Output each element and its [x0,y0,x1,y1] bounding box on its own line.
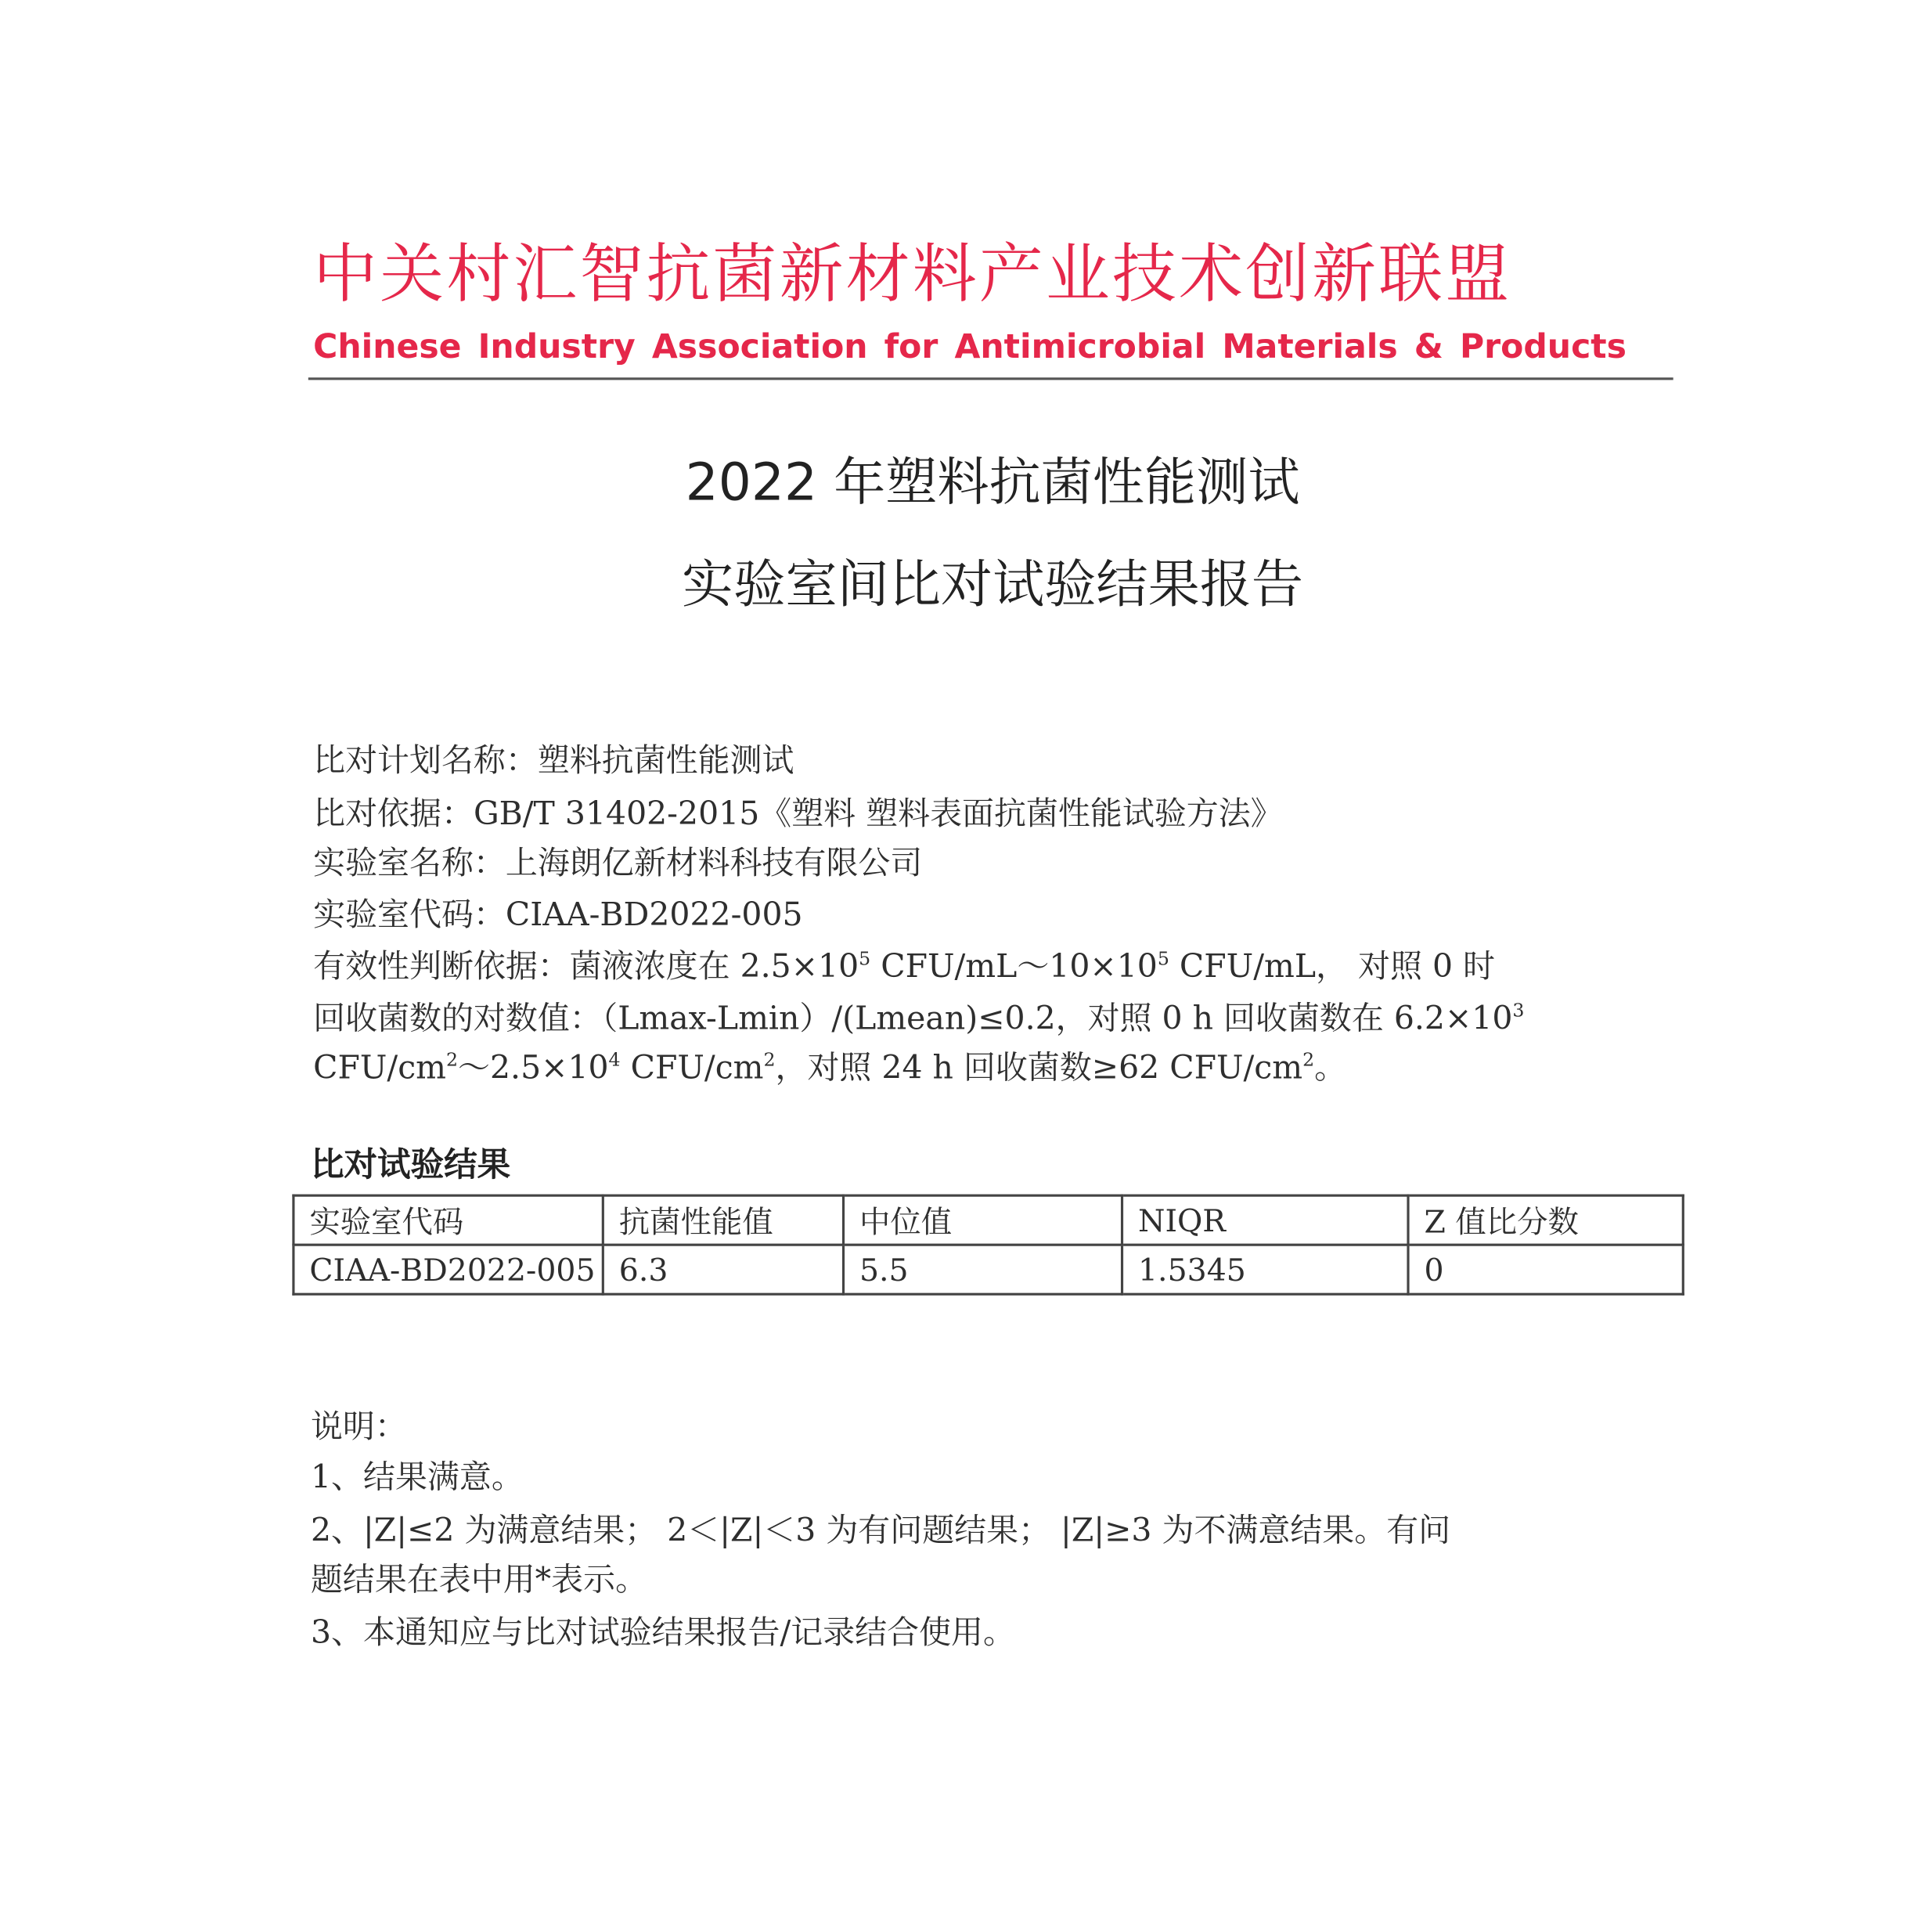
table-header-cell: 中位值 [844,1195,1122,1245]
note-item: 3、本通知应与比对试验结果报告/记录结合使用。 [310,1614,1015,1653]
validity-line-2: 回收菌数的对数值：（Lmax-Lmin）/(Lmean)≤0.2，对照 0 h 回收菌数在 $6.2\times 10^3$ [313,999,1525,1038]
note-item: 1、结果满意。 [310,1459,524,1497]
note-item: 2、|Z|≤2 为满意结果； 2＜|Z|＜3 为有问题结果； |Z|≥3 为不满意结果。有问 [310,1512,1451,1550]
org-name-chinese: 中关村汇智抗菌新材料产业技术创新联盟 [313,238,1512,312]
table-cell: 5.5 [844,1245,1122,1294]
table-row [294,1245,1683,1294]
table-header-cell: Z 值比分数 [1408,1195,1683,1245]
results-section-title: 比对试验结果 [310,1146,511,1184]
header-divider [308,377,1673,380]
notes-heading: 说明： [310,1408,407,1447]
table-header-cell: NIQR [1122,1195,1408,1245]
table-header-cell: 抗菌性能值 [603,1195,843,1245]
validity-line-3: CFU/$cm^2\sim 2.5\times 10^4$ CFU/$cm^2$，对照 24 h 回收菌数≥62 CFU/$cm^2$。 [313,1048,1347,1087]
plan-name-value: 塑料抗菌性能测试 [537,742,794,780]
report-title-line-2: 实验室间比对试验结果报告 [682,553,1304,615]
validity-line-1: 有效性判断依据：菌液浓度在 $2.5\times 10^5$ CFU/$mL\sim 10\times 10^5$ CFU/mL， 对照 0 时 [313,947,1496,986]
lab-code-value: CIAA-BD2022-005 [505,896,803,935]
lab-name-value: 上海朗亿新材料科技有限公司 [505,845,923,882]
basis-value: GB/T 31402-2015《塑料 塑料表面抗菌性能试验方法》 [473,795,1283,833]
lab-code [313,891,1682,940]
lab-name [313,839,1682,889]
results-table [292,1195,1684,1296]
note-item: 题结果在表中用*表示。 [310,1562,648,1599]
table-header-cell: 实验室代码 [294,1195,603,1245]
lab-code-label: 实验室代码： [313,896,506,935]
table-cell: CIAA-BD2022-005 [294,1245,603,1294]
report-title-line-1: 2022 年塑料抗菌性能测试 [685,451,1300,513]
plan-name [313,737,1682,786]
plan-name-label: 比对计划名称： [313,742,538,780]
lab-name-label: 实验室名称： [313,845,506,882]
comparison-basis [313,790,1682,839]
basis-label: 比对依据： [313,795,474,833]
table-header-row [294,1195,1683,1245]
table-cell: 6.3 [603,1245,843,1294]
table-cell: 0 [1408,1245,1683,1294]
org-name-english: Chinese Industry Association for Antimicrobial Materials & Products [313,328,1627,367]
table-cell: 1.5345 [1122,1245,1408,1294]
